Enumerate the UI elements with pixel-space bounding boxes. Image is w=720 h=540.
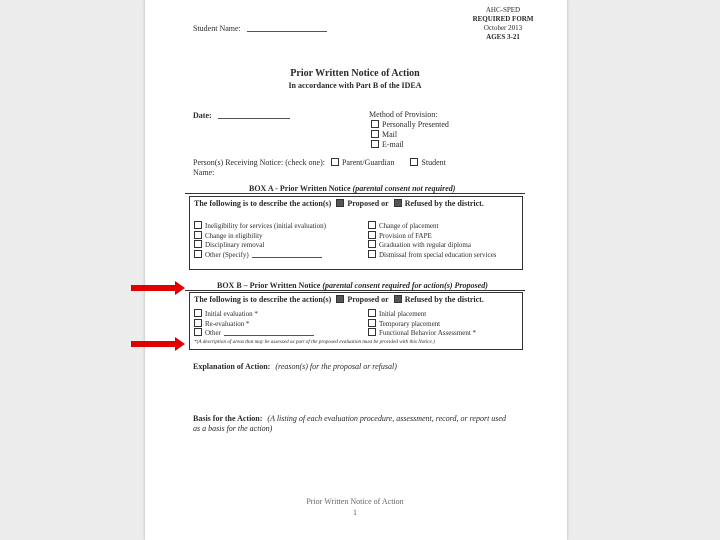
checkbox-icon[interactable] <box>194 328 202 336</box>
parent-checkbox[interactable] <box>331 158 339 166</box>
date-label: Date: <box>193 111 212 120</box>
receiving-label: Person(s) Receiving Notice: (check one): <box>193 158 325 167</box>
checkbox-icon[interactable] <box>194 221 202 229</box>
list-item[interactable]: Re-evaluation * <box>194 319 314 329</box>
box-a-rule <box>185 193 525 194</box>
footer-title: Prior Written Notice of Action <box>306 497 404 506</box>
checkbox-icon[interactable] <box>368 328 376 336</box>
method-option-mail[interactable]: Mail <box>371 130 449 140</box>
method-options <box>371 120 449 150</box>
box-b-lead-row: The following is to describe the action(s) Proposed or Refused by the district. <box>194 295 484 304</box>
checkbox-icon[interactable] <box>371 130 379 138</box>
list-item[interactable]: Other (Specify) <box>194 250 326 260</box>
form-header-block <box>463 6 543 42</box>
checkbox-icon[interactable] <box>194 231 202 239</box>
basis-label: Basis for the Action: <box>193 414 263 423</box>
page-title: Prior Written Notice of Action <box>290 68 420 79</box>
box-b-left-list <box>194 309 314 338</box>
other-line <box>252 250 322 258</box>
list-item[interactable]: Graduation with regular diploma <box>368 240 496 250</box>
basis-hint: (A listing of each evaluation procedure, assessment, record, or report used as a basis for the action) <box>193 414 506 433</box>
method-option-email[interactable]: E-mail <box>371 140 449 150</box>
list-item[interactable]: Temporary placement <box>368 319 476 329</box>
date-line <box>218 111 290 119</box>
required-form-label: REQUIRED FORM <box>472 15 534 23</box>
refused-checkbox[interactable] <box>394 199 402 207</box>
method-of-provision-label: Method of Provision: <box>369 110 438 119</box>
box-b-rule <box>185 290 525 291</box>
checkbox-icon[interactable] <box>194 240 202 248</box>
basis-row <box>193 414 511 434</box>
checkbox-icon[interactable] <box>368 221 376 229</box>
list-item[interactable]: Change of placement <box>368 221 496 231</box>
proposed-checkbox[interactable] <box>336 295 344 303</box>
parent-label: Parent/Guardian <box>341 158 395 167</box>
checkbox-icon[interactable] <box>368 250 376 258</box>
student-checkbox[interactable] <box>410 158 418 166</box>
proposed-checkbox[interactable] <box>336 199 344 207</box>
form-date: October 2013 <box>483 24 523 32</box>
box-b <box>189 292 523 350</box>
receiving-notice-row <box>193 158 446 167</box>
red-arrow-icon <box>131 339 185 349</box>
box-b-title: BOX B – Prior Written Notice (parental consent required for action(s) Proposed) <box>217 281 488 290</box>
list-item[interactable]: Ineligibility for services (initial evaluation) <box>194 221 326 231</box>
explanation-label: Explanation of Action: <box>193 362 271 371</box>
box-a-left-list <box>194 221 326 259</box>
list-item[interactable]: Change in eligibility <box>194 231 326 241</box>
page-number: 1 <box>353 508 357 517</box>
method-option-personally[interactable]: Personally Presented <box>371 120 449 130</box>
page-subtitle: In accordance with Part B of the IDEA <box>288 81 422 90</box>
student-name-field <box>193 24 327 33</box>
list-item[interactable]: Initial placement <box>368 309 476 319</box>
list-item[interactable]: Initial evaluation * <box>194 309 314 319</box>
student-name-line <box>247 24 327 32</box>
box-b-footnote: *(A description of areas that may be assessed as part of the proposed evaluation must be provided with this Notice.) <box>194 339 435 345</box>
student-label: Student <box>421 158 446 167</box>
checkbox-icon[interactable] <box>368 231 376 239</box>
box-a-lead-row: The following is to describe the action(s) Proposed or Refused by the district. <box>194 199 484 208</box>
checkbox-icon[interactable] <box>368 240 376 248</box>
checkbox-icon[interactable] <box>194 250 202 258</box>
list-item[interactable]: Other <box>194 328 314 338</box>
date-field <box>193 111 290 120</box>
list-item[interactable]: Functional Behavior Assessment * <box>368 328 476 338</box>
document-page <box>145 0 567 540</box>
checkbox-icon[interactable] <box>371 120 379 128</box>
list-item[interactable]: Disciplinary removal <box>194 240 326 250</box>
checkbox-icon[interactable] <box>368 309 376 317</box>
box-b-right-list <box>368 309 476 338</box>
ages-label: AGES 3-21 <box>486 33 520 41</box>
other-line <box>224 328 314 336</box>
red-arrow-icon <box>131 283 185 293</box>
student-name-label: Student Name: <box>193 24 241 33</box>
checkbox-icon[interactable] <box>194 309 202 317</box>
explanation-hint: (reason(s) for the proposal or refusal) <box>275 362 397 371</box>
list-item[interactable]: Dismissal from special education services <box>368 250 496 260</box>
box-a <box>189 196 523 270</box>
form-code: AHC-SPED <box>485 6 521 14</box>
receiving-name-label: Name: <box>193 168 215 177</box>
checkbox-icon[interactable] <box>371 140 379 148</box>
box-a-right-list <box>368 221 496 259</box>
explanation-row <box>193 362 397 371</box>
box-a-title: BOX A - Prior Written Notice (parental consent not required) <box>249 184 456 193</box>
checkbox-icon[interactable] <box>368 319 376 327</box>
list-item[interactable]: Provision of FAPE <box>368 231 496 241</box>
refused-checkbox[interactable] <box>394 295 402 303</box>
checkbox-icon[interactable] <box>194 319 202 327</box>
